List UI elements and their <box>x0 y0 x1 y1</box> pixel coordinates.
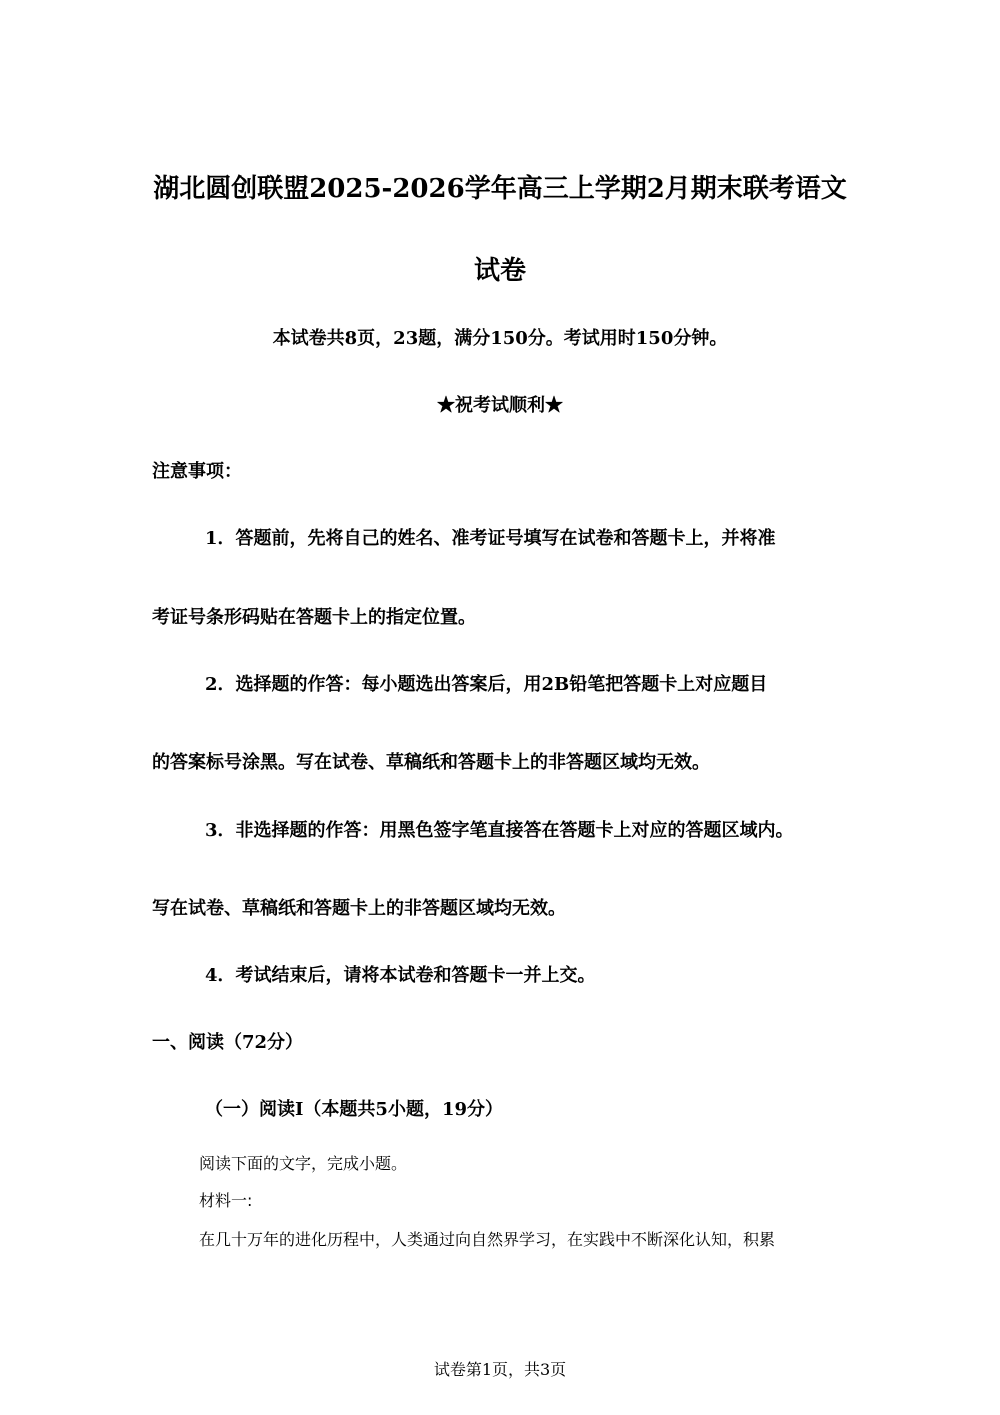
material-label: 材料一: <box>199 1191 253 1210</box>
exam-title-line1: 湖北圆创联盟2025-2026学年高三上学期2月期末联考语文 <box>153 174 847 204</box>
notice-item-4: 4．考试结束后，请将本试卷和答题卡一并上交。 <box>205 965 596 986</box>
material-text: 在几十万年的进化历程中，人类通过向自然界学习，在实践中不断深化认知，积累 <box>199 1230 776 1249</box>
notice-item-2-line1: 2．选择题的作答：每小题选出答案后，用2B铅笔把答题卡上对应题目 <box>205 674 768 695</box>
notice-item-1-line1: 1．答题前，先将自己的姓名、准考证号填写在试卷和答题卡上，并将准 <box>205 528 776 549</box>
exam-title-line2: 试卷 <box>473 256 526 286</box>
section-heading-reading: 一、阅读（72分） <box>152 1032 304 1053</box>
notice-item-3-line1: 3．非选择题的作答：用黑色签字笔直接答在答题卡上对应的答题区域内。 <box>205 820 794 841</box>
blessing: ★祝考试顺利★ <box>437 395 563 416</box>
notice-item-3-line2: 写在试卷、草稿纸和答题卡上的非答题区域均无效。 <box>152 898 566 919</box>
exam-info: 本试卷共8页，23题，满分150分。考试用时150分钟。 <box>272 328 728 349</box>
page-footer: 试卷第1页，共3页 <box>433 1360 567 1379</box>
subsection-heading-reading-1: （一）阅读Ⅰ（本题共5小题，19分） <box>205 1099 503 1120</box>
notice-item-2-line2: 的答案标号涂黑。写在试卷、草稿纸和答题卡上的非答题区域均无效。 <box>152 752 710 773</box>
notice-heading: 注意事项： <box>152 461 242 482</box>
reading-instruction: 阅读下面的文字，完成小题。 <box>199 1154 408 1173</box>
notice-item-1-line2: 考证号条形码贴在答题卡上的指定位置。 <box>152 607 476 628</box>
